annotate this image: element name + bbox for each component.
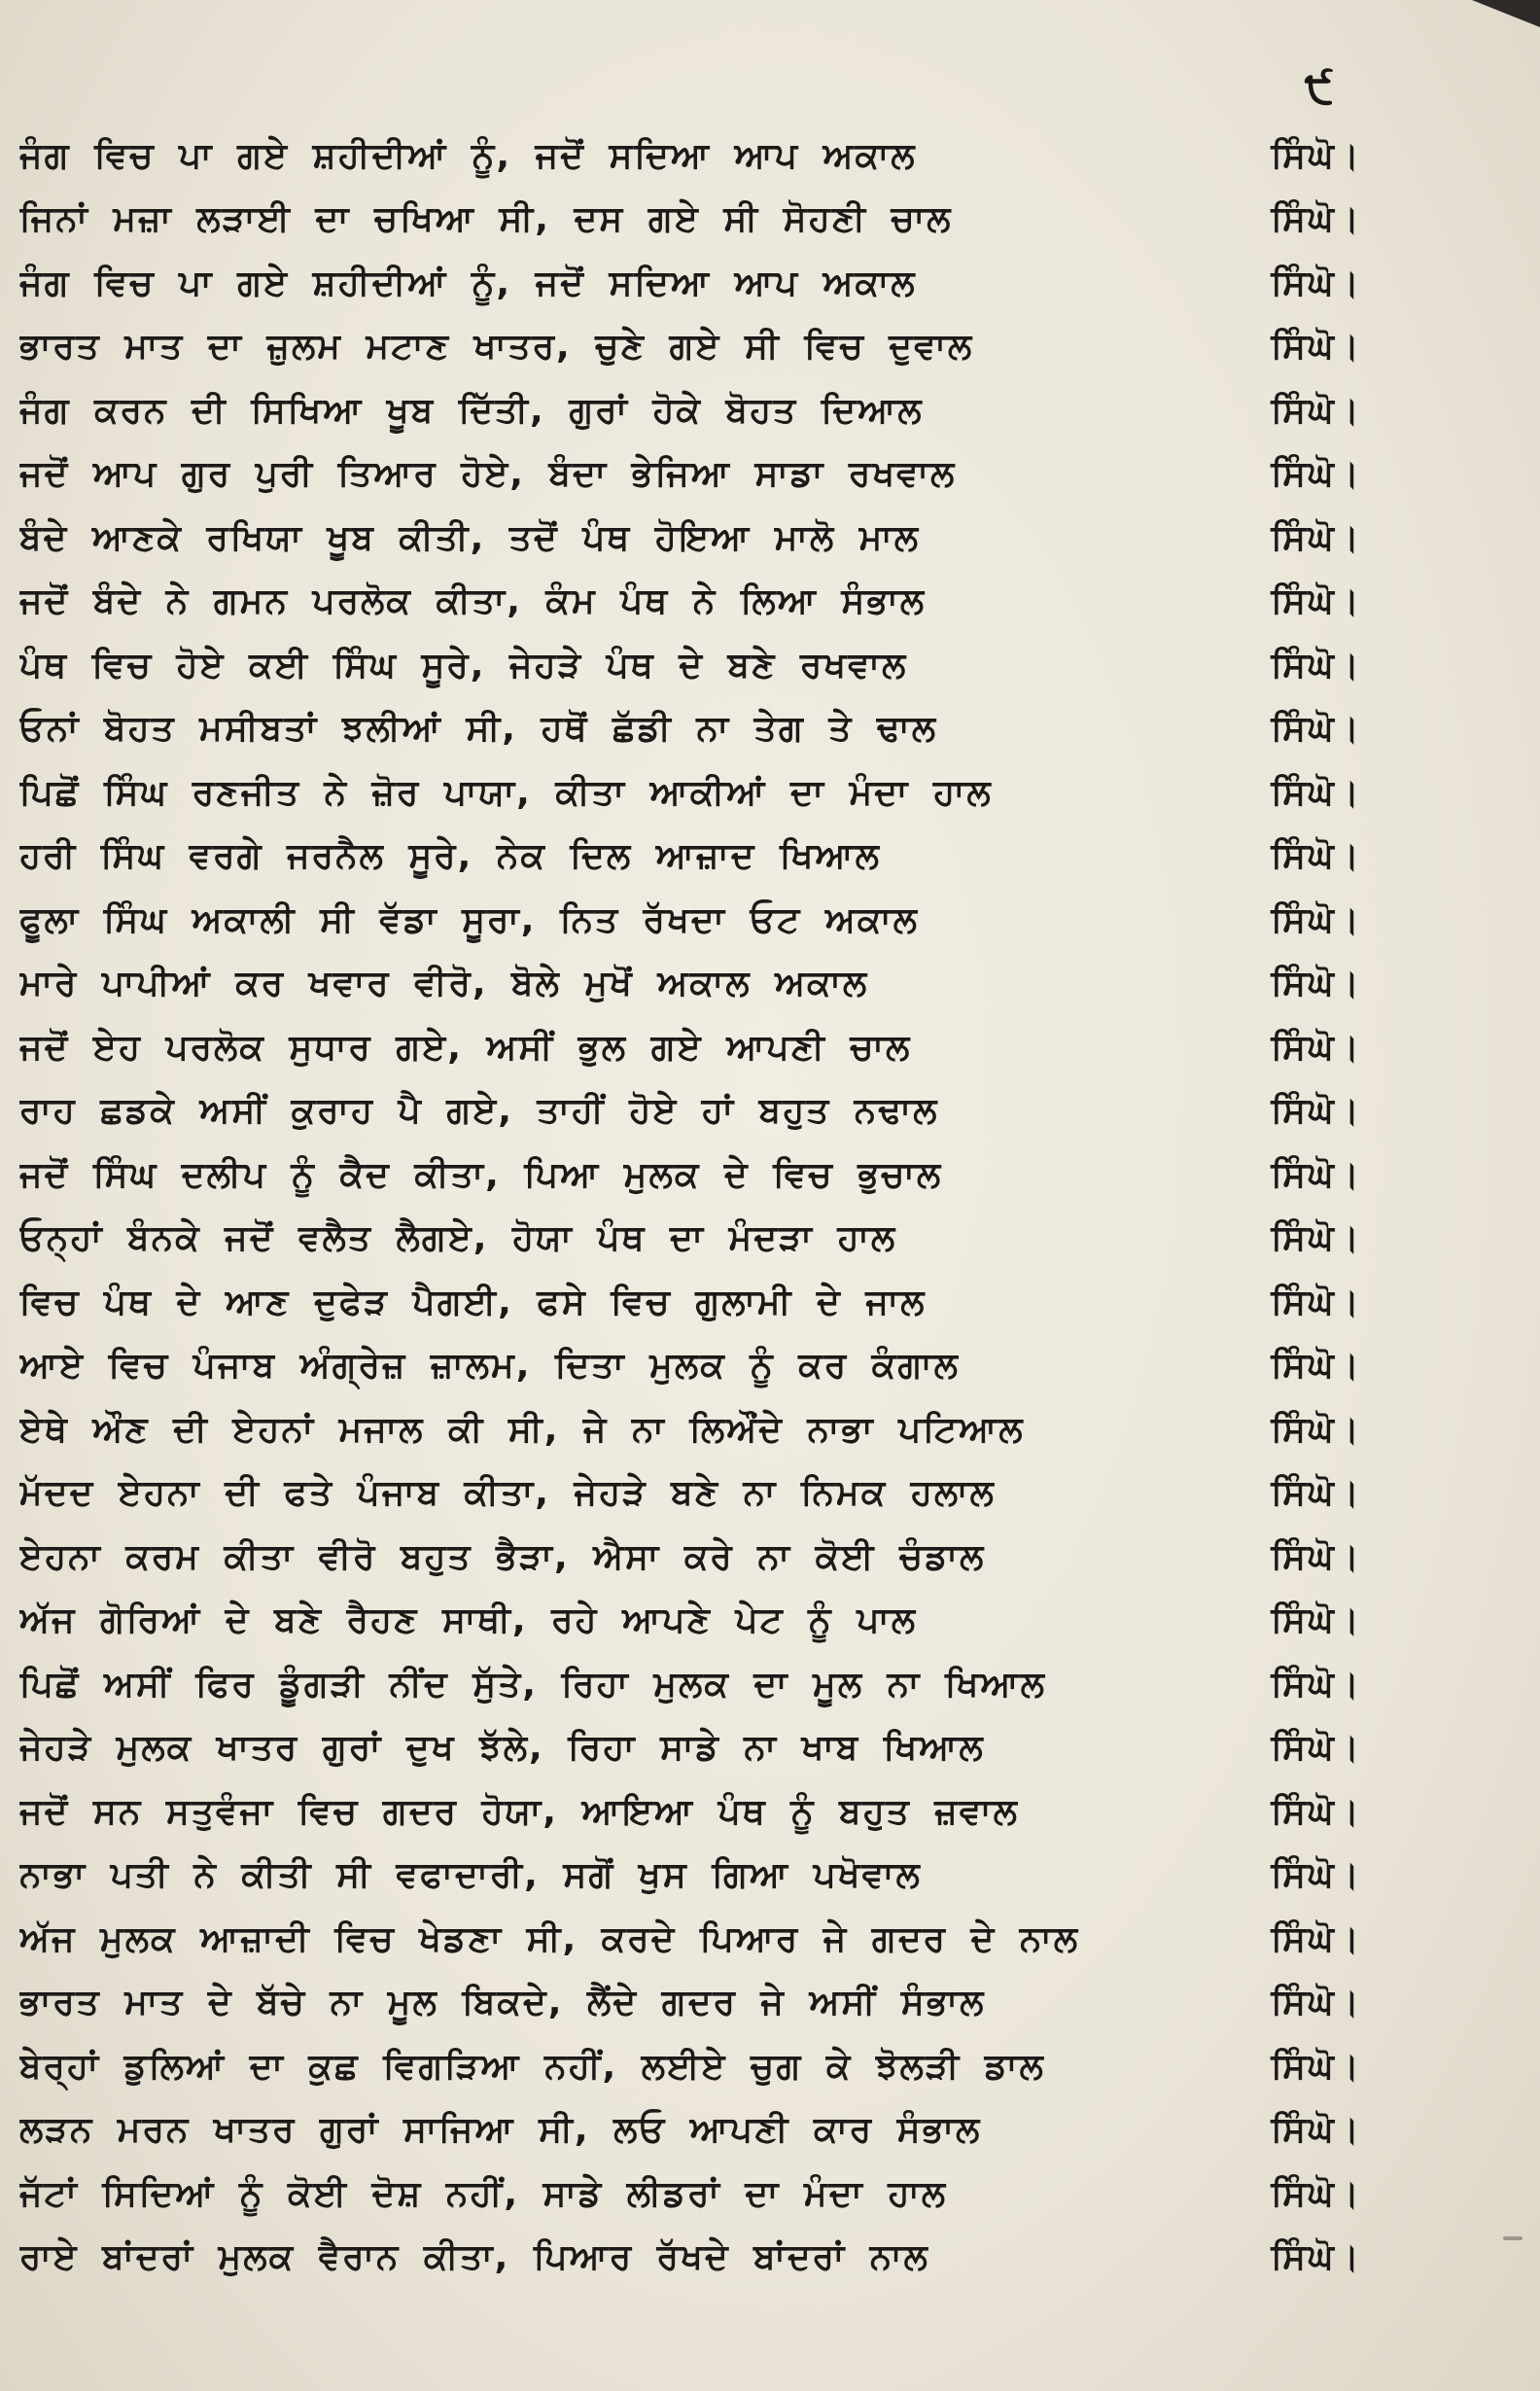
verse-line: [19, 698, 1361, 762]
verse-refrain: ਸਿੰਘੋ।: [1271, 1855, 1361, 1896]
verse-line: [19, 1335, 1361, 1399]
verse-line: [19, 1717, 1361, 1781]
verse-text: ਬੰਦੇ ਆਣਕੇ ਰਖਿਯਾ ਖੂਬ ਕੀਤੀ, ਤਦੋਂ ਪੰਥ ਹੋਇਆ ਮਾਲੋ ਮਾਲ: [19, 517, 921, 558]
verse-line: [19, 953, 1361, 1017]
verse-line: [19, 634, 1361, 698]
verse-refrain: ਸਿੰਘੋ।: [1271, 836, 1361, 877]
verse-refrain: ਸਿੰਘੋ।: [1271, 2173, 1361, 2214]
verse-text: ਪੰਥ ਵਿਚ ਹੋਏ ਕਈ ਸਿੰਘ ਸੂਰੇ, ਜੇਹੜੇ ਪੰਥ ਦੇ ਬਣੇ ਰਖਵਾਲ: [19, 645, 908, 686]
verse-refrain: ਸਿੰਘੋ।: [1271, 199, 1361, 240]
verse-refrain: ਸਿੰਘੋ।: [1271, 1091, 1361, 1132]
verse-text: ਜੰਗ ਵਿਚ ਪਾ ਗਏ ਸ਼ਹੀਦੀਆਂ ਨੂੰ, ਜਦੋਂ ਸਦਿਆ ਆਪ ਅਕਾਲ: [19, 135, 917, 176]
verse-list: [19, 124, 1361, 2290]
verse-refrain: ਸਿੰਘੋ।: [1271, 1664, 1361, 1705]
verse-text: ਭਾਰਤ ਮਾਤ ਦੇ ਬੱਚੇ ਨਾ ਮੂਲ ਬਿਕਦੇ, ਲੈਂਦੇ ਗਦਰ ਜੇ ਅਸੀਂ ਸੰਭਾਲ: [19, 1983, 986, 2023]
verse-refrain: ਸਿੰਘੋ।: [1271, 1536, 1361, 1577]
verse-text: ਲੜਨ ਮਰਨ ਖਾਤਰ ਗੁਰਾਂ ਸਾਜਿਆ ਸੀ, ਲਓ ਆਪਣੀ ਕਾਰ ਸੰਭਾਲ: [19, 2110, 982, 2151]
verse-text: ਹਰੀ ਸਿੰਘ ਵਰਗੇ ਜਰਨੈਲ ਸੂਰੇ, ਨੇਕ ਦਿਲ ਆਜ਼ਾਦ ਖਿਆਲ: [19, 836, 881, 877]
verse-refrain: ਸਿੰਘੋ।: [1271, 1409, 1361, 1450]
verse-line: [19, 252, 1361, 316]
verse-text: ਆਏ ਵਿਚ ਪੰਜਾਬ ਅੰਗ੍ਰੇਜ਼ ਜ਼ਾਲਮ, ਦਿਤਾ ਮੁਲਕ ਨੂੰ ਕਰ ਕੰਗਾਲ: [19, 1346, 960, 1387]
page-number: ੯: [1304, 60, 1334, 113]
verse-refrain: ਸਿੰਘੋ।: [1271, 1154, 1361, 1195]
verse-text: ਅੱਜ ਗੋਰਿਆਂ ਦੇ ਬਣੇ ਰੈਹਣ ਸਾਥੀ, ਰਹੇ ਆਪਣੇ ਪੇਟ ਨੂੰ ਪਾਲ: [19, 1600, 918, 1641]
verse-text: ਏਹਨਾ ਕਰਮ ਕੀਤਾ ਵੀਰੋ ਬਹੁਤ ਭੈੜਾ, ਐਸਾ ਕਰੇ ਨਾ ਕੋਈ ਚੰਡਾਲ: [19, 1536, 986, 1577]
verse-text: ਰਾਹ ਛਡਕੇ ਅਸੀਂ ਕੁਰਾਹ ਪੈ ਗਏ, ਤਾਹੀਂ ਹੋਏ ਹਾਂ ਬਹੁਤ ਨਢਾਲ: [19, 1091, 939, 1132]
verse-text: ਜਦੋਂ ਸਿੰਘ ਦਲੀਪ ਨੂੰ ਕੈਦ ਕੀਤਾ, ਪਿਆ ਮੁਲਕ ਦੇ ਵਿਚ ਭੁਚਾਲ: [19, 1154, 943, 1195]
verse-line: [19, 2035, 1361, 2099]
verse-refrain: ਸਿੰਘੋ।: [1271, 135, 1361, 176]
verse-line: [19, 1780, 1361, 1845]
verse-refrain: ਸਿੰਘੋ।: [1271, 1027, 1361, 1068]
verse-line: [19, 2099, 1361, 2163]
verse-line: [19, 1908, 1361, 1972]
verse-line: [19, 124, 1361, 189]
verse-line: [19, 1208, 1361, 1272]
verse-text: ਵਿਚ ਪੰਥ ਦੇ ਆਣ ਦੁਫੇੜ ਪੈਗਈ, ਫਸੇ ਵਿਚ ਗੁਲਾਮੀ ਦੇ ਜਾਲ: [19, 1282, 927, 1322]
verse-text: ਪਿਛੋਂ ਸਿੰਘ ਰਣਜੀਤ ਨੇ ਜ਼ੋਰ ਪਾਯਾ, ਕੀਤਾ ਆਕੀਆਂ ਦਾ ਮੰਦਾ ਹਾਲ: [19, 772, 993, 813]
verse-text: ਬੇਰ੍ਹਾਂ ਡੁਲਿਆਂ ਦਾ ਕੁਛ ਵਿਗੜਿਆ ਨਹੀਂ, ਲਈਏ ਚੁਗ ਕੇ ਝੋਲੜੀ ਡਾਲ: [19, 2046, 1045, 2087]
verse-text: ਜਦੋਂ ਏਹ ਪਰਲੋਕ ਸੁਧਾਰ ਗਏ, ਅਸੀਂ ਭੁਲ ਗਏ ਆਪਣੀ ਚਾਲ: [19, 1027, 912, 1068]
verse-text: ਫੂਲਾ ਸਿੰਘ ਅਕਾਲੀ ਸੀ ਵੱਡਾ ਸੂਰਾ, ਨਿਤ ਰੱਖਦਾ ਓਟ ਅਕਾਲ: [19, 899, 919, 940]
verse-refrain: ਸਿੰਘੋ।: [1271, 899, 1361, 940]
verse-line: [19, 2227, 1361, 2291]
verse-text: ਓਨ੍ਹਾਂ ਬੰਨਕੇ ਜਦੋਂ ਵਲੈਤ ਲੈਗਏ, ਹੋਯਾ ਪੰਥ ਦਾ ਮੰਦੜਾ ਹਾਲ: [19, 1218, 897, 1259]
verse-text: ਜੱਟਾਂ ਸਿਦਿਆਂ ਨੂੰ ਕੋਈ ਦੋਸ਼ ਨਹੀਂ, ਸਾਡੇ ਲੀਡਰਾਂ ਦਾ ਮੰਦਾ ਹਾਲ: [19, 2173, 948, 2214]
verse-refrain: ਸਿੰਘੋ।: [1271, 1918, 1361, 1959]
verse-refrain: ਸਿੰਘੋ।: [1271, 517, 1361, 558]
verse-text: ਜੰਗ ਵਿਚ ਪਾ ਗਏ ਸ਼ਹੀਦੀਆਂ ਨੂੰ, ਜਦੋਂ ਸਦਿਆ ਆਪ ਅਕਾਲ: [19, 263, 917, 303]
verse-refrain: ਸਿੰਘੋ।: [1271, 2110, 1361, 2151]
verse-refrain: ਸਿੰਘੋ।: [1271, 1346, 1361, 1387]
verse-line: [19, 826, 1361, 890]
verse-line: [19, 1462, 1361, 1527]
verse-text: ਜਦੋਂ ਆਪ ਗੁਰ ਪੁਰੀ ਤਿਆਰ ਹੋਏ, ਬੰਦਾ ਭੇਜਿਆ ਸਾਡਾ ਰਖਵਾਲ: [19, 454, 957, 495]
page-mark: [1503, 2236, 1522, 2240]
verse-text: ਅੱਜ ਮੁਲਕ ਆਜ਼ਾਦੀ ਵਿਚ ਖੇਡਣਾ ਸੀ, ਕਰਦੇ ਪਿਆਰ ਜੇ ਗਦਰ ਦੇ ਨਾਲ: [19, 1918, 1080, 1959]
verse-text: ਨਾਭਾ ਪਤੀ ਨੇ ਕੀਤੀ ਸੀ ਵਫਾਦਾਰੀ, ਸਗੋਂ ਖੁਸ ਗਿਆ ਪਖੋਵਾਲ: [19, 1855, 922, 1896]
verse-text: ਮਾਰੇ ਪਾਪੀਆਂ ਕਰ ਖਵਾਰ ਵੀਰੋ, ਬੋਲੇ ਮੁਖੋਂ ਅਕਾਲ ਅਕਾਲ: [19, 964, 869, 1004]
page-corner-fold: [1472, 0, 1540, 27]
verse-refrain: ਸਿੰਘੋ।: [1271, 709, 1361, 750]
verse-text: ਓਨਾਂ ਬੋਹਤ ਮਸੀਬਤਾਂ ਝਲੀਆਂ ਸੀ, ਹਥੋਂ ਛੱਡੀ ਨਾ ਤੇਗ ਤੇ ਢਾਲ: [19, 709, 938, 750]
verse-text: ਜਦੋਂ ਬੰਦੇ ਨੇ ਗਮਨ ਪਰਲੋਕ ਕੀਤਾ, ਕੰਮ ਪੰਥ ਨੇ ਲਿਆ ਸੰਭਾਲ: [19, 581, 927, 622]
verse-line: [19, 1653, 1361, 1717]
verse-refrain: ਸਿੰਘੋ।: [1271, 772, 1361, 813]
verse-refrain: ਸਿੰਘੋ।: [1271, 1282, 1361, 1322]
verse-refrain: ਸਿੰਘੋ।: [1271, 2237, 1361, 2278]
verse-refrain: ਸਿੰਘੋ।: [1271, 2046, 1361, 2087]
verse-refrain: ਸਿੰਘੋ।: [1271, 327, 1361, 368]
verse-line: [19, 761, 1361, 826]
verse-refrain: ਸਿੰਘੋ।: [1271, 964, 1361, 1004]
verse-text: ਜੇਹੜੇ ਮੁਲਕ ਖਾਤਰ ਗੁਰਾਂ ਦੁਖ ਝੱਲੇ, ਰਿਹਾ ਸਾਡੇ ਨਾ ਖਾਬ ਖਿਆਲ: [19, 1728, 985, 1769]
verse-refrain: ਸਿੰਘੋ।: [1271, 454, 1361, 495]
verse-refrain: ਸਿੰਘੋ।: [1271, 581, 1361, 622]
verse-refrain: ਸਿੰਘੋ।: [1271, 390, 1361, 431]
verse-refrain: ਸਿੰਘੋ।: [1271, 1218, 1361, 1259]
verse-refrain: ਸਿੰਘੋ।: [1271, 645, 1361, 686]
verse-line: [19, 1080, 1361, 1144]
verse-text: ਜਿਨਾਂ ਮਜ਼ਾ ਲੜਾਈ ਦਾ ਚਖਿਆ ਸੀ, ਦਸ ਗਏ ਸੀ ਸੋਹਣੀ ਚਾਲ: [19, 199, 953, 240]
verse-refrain: ਸਿੰਘੋ।: [1271, 1473, 1361, 1514]
verse-line: [19, 1271, 1361, 1335]
verse-line: [19, 2162, 1361, 2227]
verse-line: [19, 1845, 1361, 1909]
verse-refrain: ਸਿੰਘੋ।: [1271, 1791, 1361, 1832]
verse-line: [19, 1972, 1361, 2036]
verse-line: [19, 1526, 1361, 1590]
verse-text: ਏਥੇ ਔਣ ਦੀ ਏਹਨਾਂ ਮਜਾਲ ਕੀ ਸੀ, ਜੇ ਨਾ ਲਿਔਂਦੇ ਨਾਭਾ ਪਟਿਆਲ: [19, 1409, 1025, 1450]
verse-refrain: ਸਿੰਘੋ।: [1271, 1600, 1361, 1641]
verse-refrain: ਸਿੰਘੋ।: [1271, 1983, 1361, 2023]
verse-refrain: ਸਿੰਘੋ।: [1271, 263, 1361, 303]
verse-line: [19, 1398, 1361, 1462]
verse-line: [19, 571, 1361, 635]
verse-text: ਮੱਦਦ ਏਹਨਾ ਦੀ ਫਤੇ ਪੰਜਾਬ ਕੀਤਾ, ਜੇਹੜੇ ਬਣੇ ਨਾ ਨਿਮਕ ਹਲਾਲ: [19, 1473, 996, 1514]
verse-line: [19, 889, 1361, 953]
verse-refrain: ਸਿੰਘੋ।: [1271, 1728, 1361, 1769]
verse-line: [19, 443, 1361, 508]
verse-line: [19, 189, 1361, 253]
verse-line: [19, 316, 1361, 380]
verse-text: ਜਦੋਂ ਸਨ ਸਤੁਵੰਜਾ ਵਿਚ ਗਦਰ ਹੋਯਾ, ਆਇਆ ਪੰਥ ਨੂੰ ਬਹੁਤ ਜ਼ਵਾਲ: [19, 1791, 1019, 1832]
verse-line: [19, 507, 1361, 571]
verse-text: ਪਿਛੋਂ ਅਸੀਂ ਫਿਰ ਡੂੰਗੜੀ ਨੀਂਦ ਸੁੱਤੇ, ਰਿਹਾ ਮੁਲਕ ਦਾ ਮੂਲ ਨਾ ਖਿਆਲ: [19, 1664, 1046, 1705]
verse-line: [19, 379, 1361, 443]
verse-line: [19, 1143, 1361, 1208]
verse-line: [19, 1016, 1361, 1080]
verse-line: [19, 1590, 1361, 1654]
verse-text: ਜੰਗ ਕਰਨ ਦੀ ਸਿਖਿਆ ਖੂਬ ਦਿੱਤੀ, ਗੁਰਾਂ ਹੋਕੇ ਬੋਹਤ ਦਿਆਲ: [19, 390, 924, 431]
verse-text: ਰਾਏ ਬਾਂਦਰਾਂ ਮੁਲਕ ਵੈਰਾਨ ਕੀਤਾ, ਪਿਆਰ ਰੱਖਦੇ ਬਾਂਦਰਾਂ ਨਾਲ: [19, 2237, 929, 2278]
verse-text: ਭਾਰਤ ਮਾਤ ਦਾ ਜ਼ੁਲਮ ਮਟਾਣ ਖਾਤਰ, ਚੁਣੇ ਗਏ ਸੀ ਵਿਚ ਦੁਵਾਲ: [19, 327, 974, 368]
